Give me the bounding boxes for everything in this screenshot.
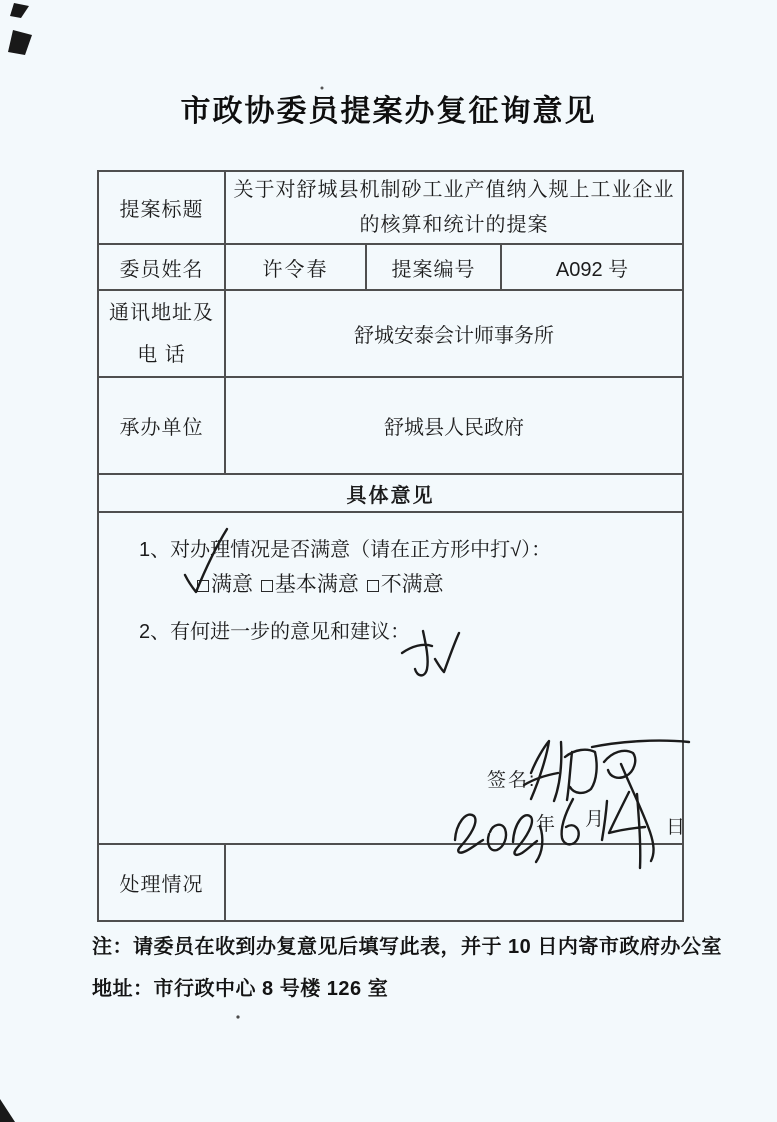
date-day-char: 日: [666, 817, 686, 838]
proposal-no-label: 提案编号: [366, 244, 501, 290]
row-proposal-title: [98, 171, 683, 244]
opinion-header: 具体意见: [98, 474, 683, 512]
member-name-value: 许令春: [225, 244, 366, 290]
handling-unit-label: 承办单位: [98, 377, 225, 474]
footer-note-line2: 地址：市行政中心 8 号楼 126 室: [92, 978, 389, 1000]
row-opinion-header: [98, 474, 683, 512]
contact-label: [98, 290, 225, 377]
option-basically-satisfied-label: 基本满意: [274, 573, 359, 596]
proposal-title-line1: 关于对舒城县机制砂工业产值纳入规上工业企业: [233, 178, 675, 201]
row-handling-status: [98, 844, 683, 921]
proposal-title-line2: 的核算和统计的提案: [359, 213, 549, 236]
contact-value: 舒城安泰会计师事务所: [225, 290, 683, 377]
checkbox-basically-satisfied: [261, 580, 273, 592]
contact-label-line1: 通讯地址及: [109, 301, 214, 324]
date-month-char: 月: [585, 809, 605, 830]
opinion-body-cell: [98, 512, 686, 844]
scan-speck-bottom: [236, 1015, 239, 1018]
page-title: 市政协委员提案办复征询意见: [180, 95, 597, 128]
scan-artifact-bottom-left: [0, 1099, 15, 1122]
satisfaction-options: [195, 568, 444, 598]
proposal-title-label: 提案标题: [98, 171, 225, 244]
contact-label-line2: 电 话: [137, 343, 186, 366]
row-member-name: [98, 244, 683, 290]
handling-unit-value: 舒城县人民政府: [225, 377, 683, 474]
scan-artifact-top-left-2: [8, 30, 32, 55]
checkbox-satisfied: [197, 580, 209, 592]
option-satisfied-label: 满意: [211, 573, 253, 596]
satisfaction-question: 1、对办理情况是否满意（请在正方形中打√）：: [139, 539, 552, 561]
row-opinion-body: [98, 512, 683, 844]
row-handling-unit: [98, 377, 683, 474]
checkbox-not-satisfied: [367, 580, 379, 592]
proposal-form-table: [97, 170, 684, 922]
footer-note-line1: 注：请委员在收到办复意见后填写此表，并于 10 日内寄市政府办公室: [92, 936, 722, 958]
handling-status-value: [225, 844, 683, 921]
proposal-title-value: [225, 171, 683, 244]
proposal-no-value: A092 号: [501, 244, 683, 290]
handling-status-label: 处理情况: [98, 844, 225, 921]
row-contact: [98, 290, 683, 377]
footer-note: [92, 926, 752, 1010]
scan-artifact-top-left-1: [10, 3, 29, 18]
date-year-char: 年: [536, 814, 556, 835]
signature-label: 签名:: [487, 770, 537, 791]
suggestion-question: 2、有何进一步的意见和建议：: [139, 621, 411, 643]
option-not-satisfied-label: 不满意: [380, 573, 444, 596]
member-name-label: 委员姓名: [98, 244, 225, 290]
